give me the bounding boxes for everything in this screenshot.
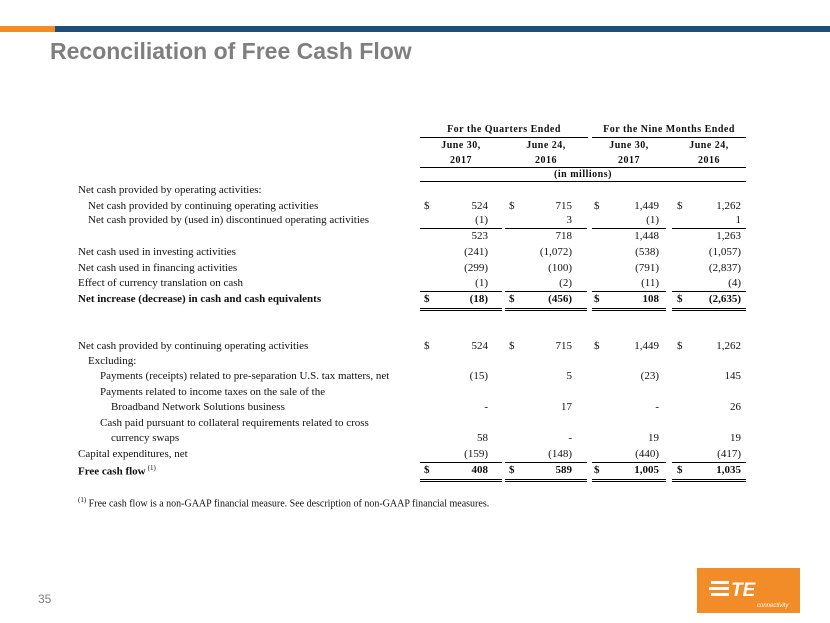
cell-value: (1,072) — [539, 246, 572, 258]
col-year-3: 2017 — [618, 155, 640, 166]
divider — [592, 462, 666, 463]
te-connectivity-logo — [697, 568, 800, 613]
col-year-2: 2016 — [535, 155, 557, 166]
cell-value: (100) — [548, 262, 572, 274]
cell-value: (241) — [464, 246, 488, 258]
cell-value: (15) — [469, 370, 488, 382]
divider — [420, 181, 746, 182]
cell-value: (2,635) — [708, 293, 741, 305]
divider — [505, 291, 587, 292]
double-underline — [592, 479, 666, 482]
dollar-sign: $ — [594, 293, 600, 305]
table-row — [0, 432, 830, 447]
cell-value: 718 — [555, 230, 572, 242]
cell-value: (538) — [635, 246, 659, 258]
cell-value: 26 — [730, 401, 741, 413]
col-header-4: June 24, — [689, 140, 729, 151]
cell-value: (299) — [464, 262, 488, 274]
row-label: Net cash used in financing activities — [78, 262, 238, 274]
divider — [592, 137, 746, 138]
cell-value: 1,448 — [634, 230, 659, 242]
cell-value: - — [484, 401, 488, 413]
accent-bar-orange — [0, 26, 55, 32]
divider — [672, 462, 746, 463]
row-label: Net cash provided by operating activities: — [78, 184, 262, 196]
header-quarters: For the Quarters Ended — [447, 124, 561, 135]
cell-value: 523 — [471, 230, 488, 242]
cell-value: (1) — [475, 214, 488, 226]
cell-value: 145 — [724, 370, 741, 382]
cell-value: 1,262 — [716, 340, 741, 352]
dollar-sign: $ — [677, 464, 683, 476]
table-row — [0, 200, 830, 215]
cell-value: - — [655, 401, 659, 413]
dollar-sign: $ — [509, 200, 515, 212]
cell-value: (1) — [646, 214, 659, 226]
table-row — [0, 355, 830, 370]
double-underline — [505, 308, 587, 311]
table-row — [0, 277, 830, 292]
table-row — [0, 246, 830, 261]
cell-value: (11) — [641, 277, 659, 289]
logo-graphic — [697, 568, 800, 613]
cell-value: 1,005 — [634, 464, 659, 476]
table-row — [0, 184, 830, 199]
logo-subtext: connectivity — [757, 603, 789, 609]
divider — [420, 462, 502, 463]
divider — [505, 228, 587, 229]
row-label: Payments (receipts) related to pre-separation U.S. tax matters, net — [100, 370, 390, 382]
row-label: Broadband Network Solutions business — [111, 401, 285, 413]
dollar-sign: $ — [594, 340, 600, 352]
table-row — [0, 386, 830, 401]
footnote-marker: (1) — [78, 496, 87, 504]
dollar-sign: $ — [594, 464, 600, 476]
logo-text: TE — [731, 580, 756, 601]
col-year-4: 2016 — [698, 155, 720, 166]
divider — [672, 228, 746, 229]
dollar-sign: $ — [677, 340, 683, 352]
cell-value: (159) — [464, 448, 488, 460]
divider — [592, 291, 666, 292]
dollar-sign: $ — [509, 340, 515, 352]
cell-value: 17 — [561, 401, 572, 413]
dollar-sign: $ — [509, 293, 515, 305]
cell-value: 408 — [471, 464, 488, 476]
page-number: 35 — [38, 592, 52, 606]
row-label: currency swaps — [111, 432, 180, 444]
cell-value: (456) — [548, 293, 572, 305]
double-underline — [672, 308, 746, 311]
cell-value: (1,057) — [708, 246, 741, 258]
units-label: (in millions) — [554, 169, 612, 180]
footnote-ref: (1) — [147, 464, 156, 472]
divider — [592, 228, 666, 229]
dollar-sign: $ — [677, 293, 683, 305]
cell-value: 524 — [471, 200, 488, 212]
double-underline — [505, 479, 587, 482]
cell-value: (417) — [717, 448, 741, 460]
cell-value: (18) — [469, 293, 488, 305]
divider — [420, 291, 502, 292]
cell-value: 1 — [735, 214, 741, 226]
dollar-sign: $ — [677, 200, 683, 212]
cell-value: (148) — [548, 448, 572, 460]
page-title: Reconciliation of Free Cash Flow — [50, 38, 412, 64]
table-row-free-cash-flow — [0, 464, 830, 479]
cell-value: 58 — [477, 432, 488, 444]
col-year-1: 2017 — [450, 155, 472, 166]
row-label: Net cash provided by continuing operating activities — [78, 340, 309, 352]
header-nine-months: For the Nine Months Ended — [603, 124, 735, 135]
dollar-sign: $ — [424, 200, 430, 212]
divider — [420, 228, 502, 229]
cell-value: (1) — [475, 277, 488, 289]
table-row — [0, 230, 830, 245]
cell-value: (440) — [635, 448, 659, 460]
cell-value: (23) — [640, 370, 659, 382]
table-row — [0, 340, 830, 355]
cell-value: 19 — [648, 432, 659, 444]
cell-value: (4) — [728, 277, 741, 289]
cell-value: 715 — [555, 200, 572, 212]
row-label: Payments related to income taxes on the sale of the — [100, 386, 326, 398]
table-row — [0, 401, 830, 416]
table-row-total — [0, 293, 830, 308]
row-label: Capital expenditures, net — [78, 448, 188, 460]
cell-value: 5 — [566, 370, 572, 382]
divider — [505, 462, 587, 463]
cell-value: 524 — [471, 340, 488, 352]
cell-value: 3 — [566, 214, 572, 226]
double-underline — [420, 479, 502, 482]
row-label: Net cash provided by continuing operating activities — [88, 200, 319, 212]
cell-value: 589 — [555, 464, 572, 476]
cell-value: 108 — [642, 293, 659, 305]
footnote-text: Free cash flow is a non-GAAP financial measure. See description of non-GAAP financial measures. — [86, 498, 490, 510]
double-underline — [420, 308, 502, 311]
dollar-sign: $ — [424, 340, 430, 352]
divider — [420, 137, 588, 138]
cell-value: 1,449 — [634, 200, 659, 212]
double-underline — [672, 479, 746, 482]
row-label: Net cash provided by (used in) discontinued operating activities — [88, 214, 370, 226]
footnote — [78, 496, 489, 509]
col-header-1: June 30, — [441, 140, 481, 151]
dollar-sign: $ — [509, 464, 515, 476]
table-row — [0, 262, 830, 277]
row-label: Effect of currency translation on cash — [78, 277, 244, 289]
cell-value: 1,035 — [716, 464, 741, 476]
row-label: Excluding: — [88, 355, 137, 367]
cell-value: - — [568, 432, 572, 444]
cell-value: 1,449 — [634, 340, 659, 352]
table-row — [0, 417, 830, 432]
dollar-sign: $ — [424, 464, 430, 476]
cell-value: 1,262 — [716, 200, 741, 212]
table-row — [0, 214, 830, 229]
col-header-3: June 30, — [609, 140, 649, 151]
divider — [420, 167, 746, 168]
dollar-sign: $ — [594, 200, 600, 212]
dollar-sign: $ — [424, 293, 430, 305]
table-row — [0, 370, 830, 385]
cell-value: 1,263 — [716, 230, 741, 242]
cell-value: 19 — [730, 432, 741, 444]
row-label: Net increase (decrease) in cash and cash equivalents — [78, 293, 322, 305]
col-header-2: June 24, — [526, 140, 566, 151]
double-underline — [592, 308, 666, 311]
row-label: Cash paid pursuant to collateral requirements related to cross — [100, 417, 369, 429]
divider — [672, 291, 746, 292]
row-label: Net cash used in investing activities — [78, 246, 236, 258]
accent-bar-blue — [55, 26, 830, 32]
table-row — [0, 448, 830, 463]
cell-value: (2) — [559, 277, 572, 289]
cell-value: (791) — [635, 262, 659, 274]
row-label: Free cash flow $^{(1)}$ — [78, 464, 156, 478]
cell-value: (2,837) — [708, 262, 741, 274]
cell-value: 715 — [555, 340, 572, 352]
